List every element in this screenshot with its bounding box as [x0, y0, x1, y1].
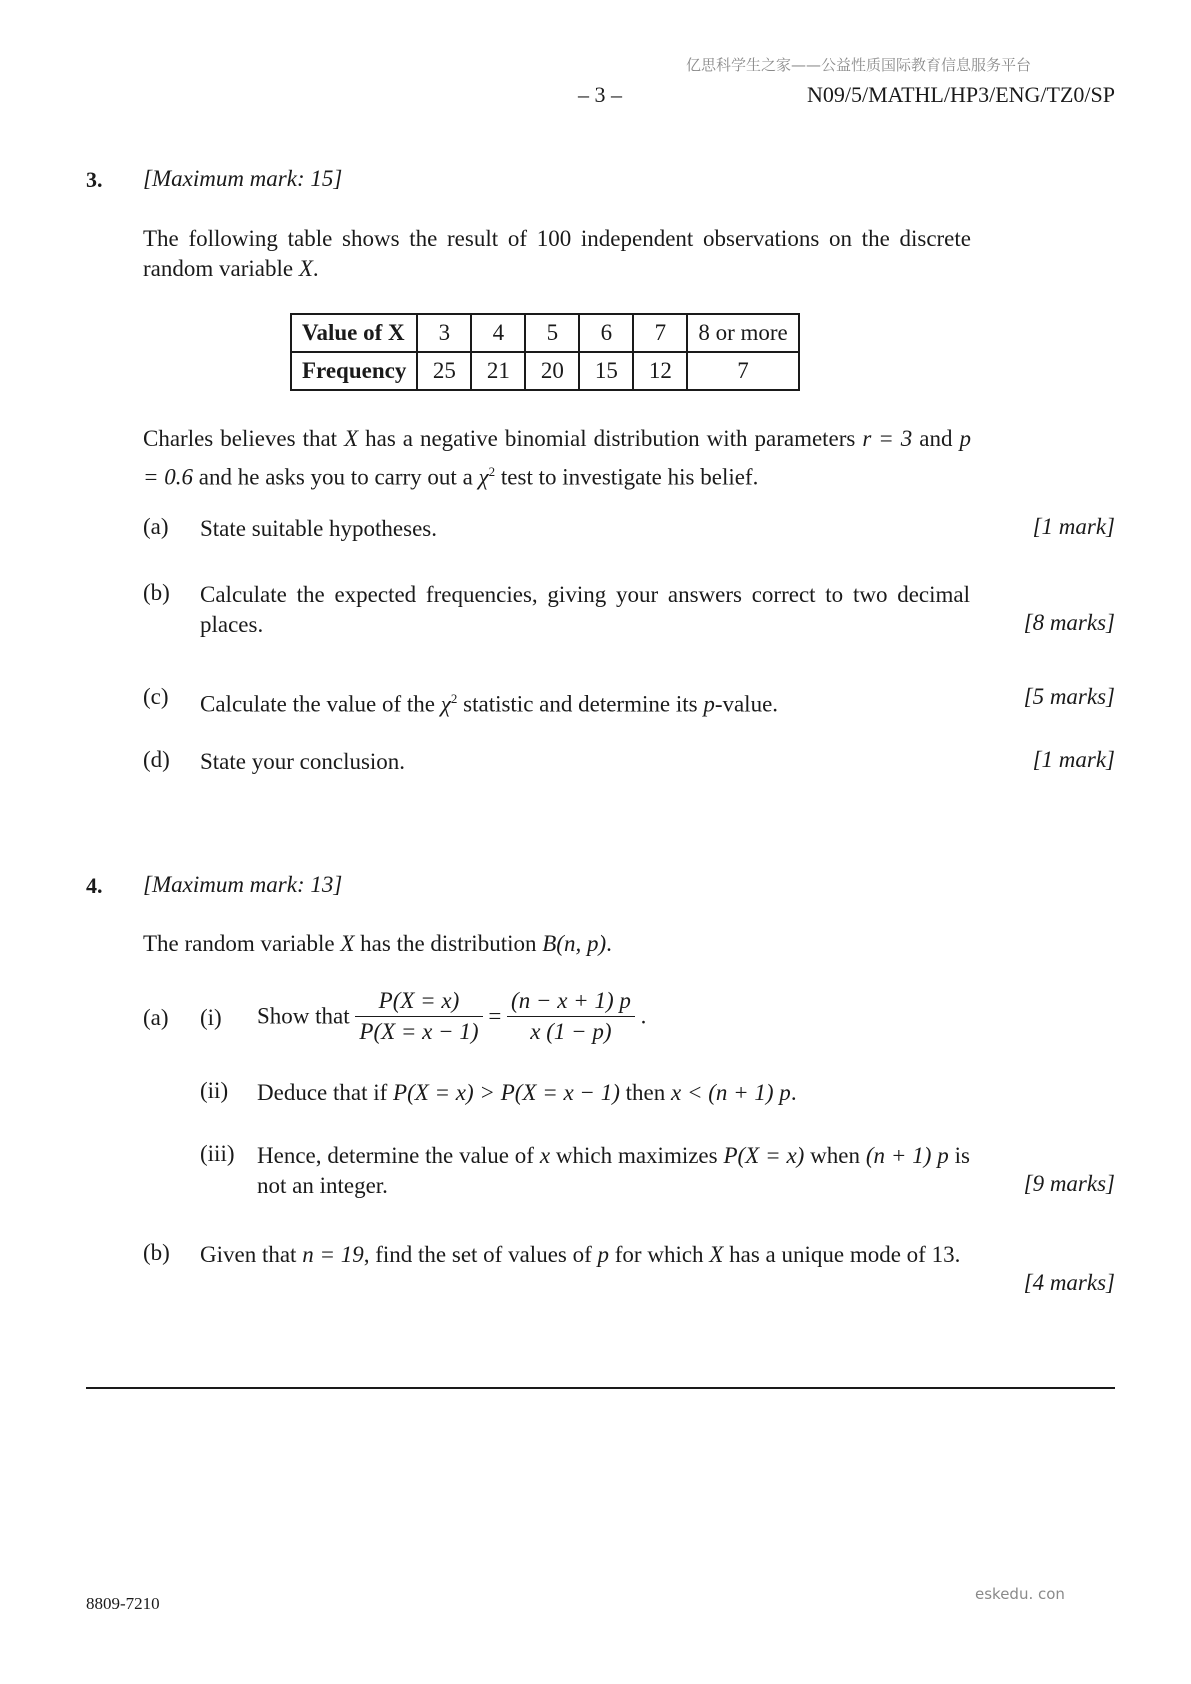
- document-code: N09/5/MATHL/HP3/ENG/TZ0/SP: [806, 82, 1115, 107]
- q3-part-b-text: Calculate the expected frequencies, giving your answers correct to two decimal places.: [200, 582, 970, 637]
- question-4-number: 4.: [86, 873, 103, 898]
- q4-part-a-i-label: (i): [200, 1005, 222, 1030]
- table-cell: 5: [525, 314, 579, 352]
- q3-part-b-marks: [8 marks]: [1023, 610, 1115, 635]
- q4-part-b-marks: [4 marks]: [1023, 1270, 1115, 1295]
- table-cell: 7: [687, 352, 798, 390]
- table-cell: 21: [471, 352, 525, 390]
- q4-part-a-ii-label: (ii): [200, 1078, 229, 1103]
- q4-part-a-label: (a): [143, 1005, 169, 1030]
- q4-part-a-iii-text: Hence, determine the value of x which maximizes P(X = x) when (n + 1) p is not an integer.: [257, 1143, 970, 1198]
- table-cell: 25: [417, 352, 471, 390]
- q3-part-c-text: Calculate the value of the $\chi^2$ statistic and determine its p-value.: [200, 691, 779, 717]
- table-cell: 4: [471, 314, 525, 352]
- q4-part-a-iii-label: (iii): [200, 1141, 235, 1166]
- q4-part-a-ii-text: Deduce that if P(X = x) > P(X = x − 1) then x < (n + 1) p.: [257, 1080, 797, 1105]
- table-cell: 15: [579, 352, 633, 390]
- frequency-table: [290, 313, 800, 391]
- q3-part-d-label: (d): [143, 747, 170, 772]
- table-row: [291, 314, 799, 352]
- q3-part-b-label: (b): [143, 580, 170, 605]
- footer-watermark: eskedu. con: [975, 1585, 1065, 1603]
- table-cell: 3: [417, 314, 471, 352]
- header-watermark: 亿思科学生之家——公益性质国际教育信息服务平台: [686, 56, 1032, 74]
- table-cell: 20: [525, 352, 579, 390]
- fraction-expression: $\frac{(n - x + 1) p}{x (1 - p)}$: [507, 988, 635, 1045]
- question-3-max-mark: [Maximum mark: 15]: [143, 166, 343, 191]
- q4-part-b-text: Given that n = 19, find the set of values of p for which X has a unique mode of 13.: [200, 1242, 961, 1267]
- q4-part-a-i-text: Show that $\frac{P(X = x)}{P(X = x - 1)}$ = $\frac{(n - x + 1) p}{x (1 - p)}$ .: [257, 988, 647, 1044]
- q3-part-a-text: State suitable hypotheses.: [200, 516, 437, 541]
- question-3-number: 3.: [86, 167, 103, 192]
- fraction-probability-ratio: $\frac{P(X = x)}{P(X = x - 1)}$: [355, 988, 482, 1045]
- q3-part-a-marks: [1 mark]: [1032, 514, 1115, 539]
- table-cell: 7: [633, 314, 687, 352]
- q4-part-b-label: (b): [143, 1240, 170, 1265]
- q3-part-d-text: State your conclusion.: [200, 749, 406, 774]
- q4-part-a-marks: [9 marks]: [1023, 1171, 1115, 1196]
- table-cell: 8 or more: [687, 314, 798, 352]
- end-rule: [86, 1387, 1115, 1389]
- question-3-intro: The following table shows the result of 100 independent observations on the discrete random variable X.: [143, 226, 971, 281]
- table-cell: 12: [633, 352, 687, 390]
- question-4-intro: The random variable X has the distribution B(n, p).: [143, 931, 612, 956]
- question-3-belief: Charles believes that X has a negative binomial distribution with parameters r = 3 and p = 0.6 and he asks you to carry out a $\chi^2$ test to investigate his belief.: [143, 426, 971, 490]
- table-row: [291, 352, 799, 390]
- footer-code: 8809-7210: [86, 1594, 160, 1613]
- page-number: – 3 –: [578, 82, 622, 107]
- table-cell: 6: [579, 314, 633, 352]
- table-header-frequency: Frequency: [291, 352, 417, 390]
- question-4-max-mark: [Maximum mark: 13]: [143, 872, 343, 897]
- q3-part-c-marks: [5 marks]: [1023, 684, 1115, 709]
- q3-part-c-label: (c): [143, 684, 169, 709]
- table-header-value: Value of X: [291, 314, 417, 352]
- q3-part-d-marks: [1 mark]: [1032, 747, 1115, 772]
- q3-part-a-label: (a): [143, 514, 169, 539]
